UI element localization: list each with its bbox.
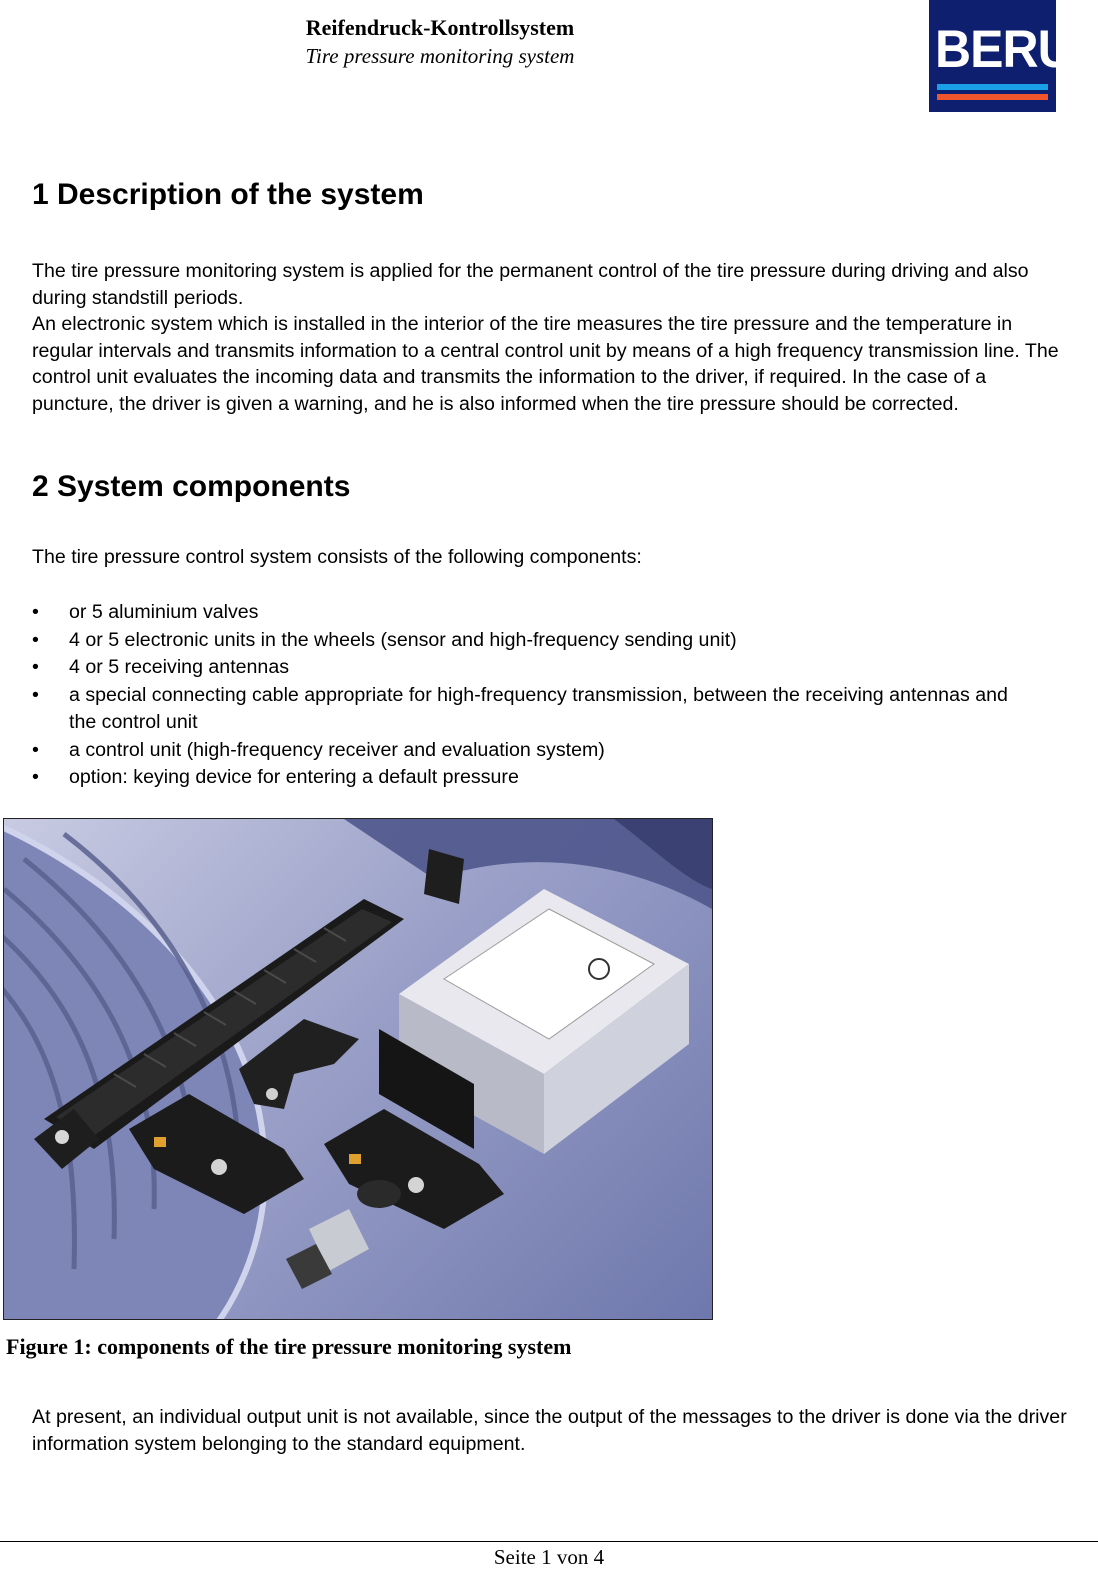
bullet-icon: • [32,656,39,678]
list-item [32,682,1032,737]
beru-logo [929,0,1073,112]
list-item [32,737,1032,765]
components-photo [3,818,713,1320]
logo-orange-stripe [937,94,1048,100]
list-item [32,599,1032,627]
section-1-paragraph: The tire pressure monitoring system is applied for the permanent control of the tire pressure during driving and also during standstill periods. An electronic system which is installed in the interior of the tire measures the tire pressure and the temperature in regular intervals and transmits information to a central control unit by means of a high frequency transmission line. The control unit evaluates the incoming data and transmits the information to the driver, if required. In the case of a puncture, the driver is given a warning, and he is also informed when the tire pressure should be corrected. [32,260,1059,415]
bullet-icon: • [32,628,39,651]
valve-illustration [286,1180,401,1289]
bullet-icon: • [32,738,39,761]
figure-caption: Figure 1: components of the tire pressure monitoring system [6,1334,572,1359]
footer-divider [0,1541,1098,1542]
bullet-icon: • [32,683,39,706]
closing-paragraph: At present, an individual output unit is not available, since the output of the messages to the driver is done via the driver information system belonging to the standard equipment. [32,1406,1067,1455]
section-2-intro: The tire pressure control system consists of the following components: [32,546,642,568]
list-item [32,654,1032,682]
page-number: Seite 1 von 4 [493,1545,605,1569]
section-1-heading: 1 Description of the system [32,178,424,211]
components-list [32,599,1032,792]
control-unit-illustration [379,889,689,1154]
header-title-english: Tire pressure monitoring system [305,44,575,68]
list-item [32,627,1032,655]
list-item-text: a special connecting cable appropriate for high-frequency transmission, between the receiving antennas and the control unit [69,683,1008,733]
list-item-text: a control unit (high-frequency receiver and evaluation system) [69,738,605,761]
list-item-text: 4 or 5 receiving antennas [69,656,290,678]
bullet-icon: • [32,766,39,788]
section-2-heading: 2 System components [32,470,351,503]
list-item [32,764,1032,792]
logo-text: BERU [935,19,1073,79]
logo-blue-stripe [937,84,1048,90]
list-item-text: 4 or 5 electronic units in the wheels (sensor and high-frequency sending unit) [69,628,737,651]
list-item-text: option: keying device for entering a default pressure [69,766,519,788]
document-header-title [180,14,700,70]
header-title-german: Reifendruck-Kontrollsystem [305,15,575,40]
list-item-text: or 5 aluminium valves [69,601,259,623]
bullet-icon: • [32,601,39,623]
